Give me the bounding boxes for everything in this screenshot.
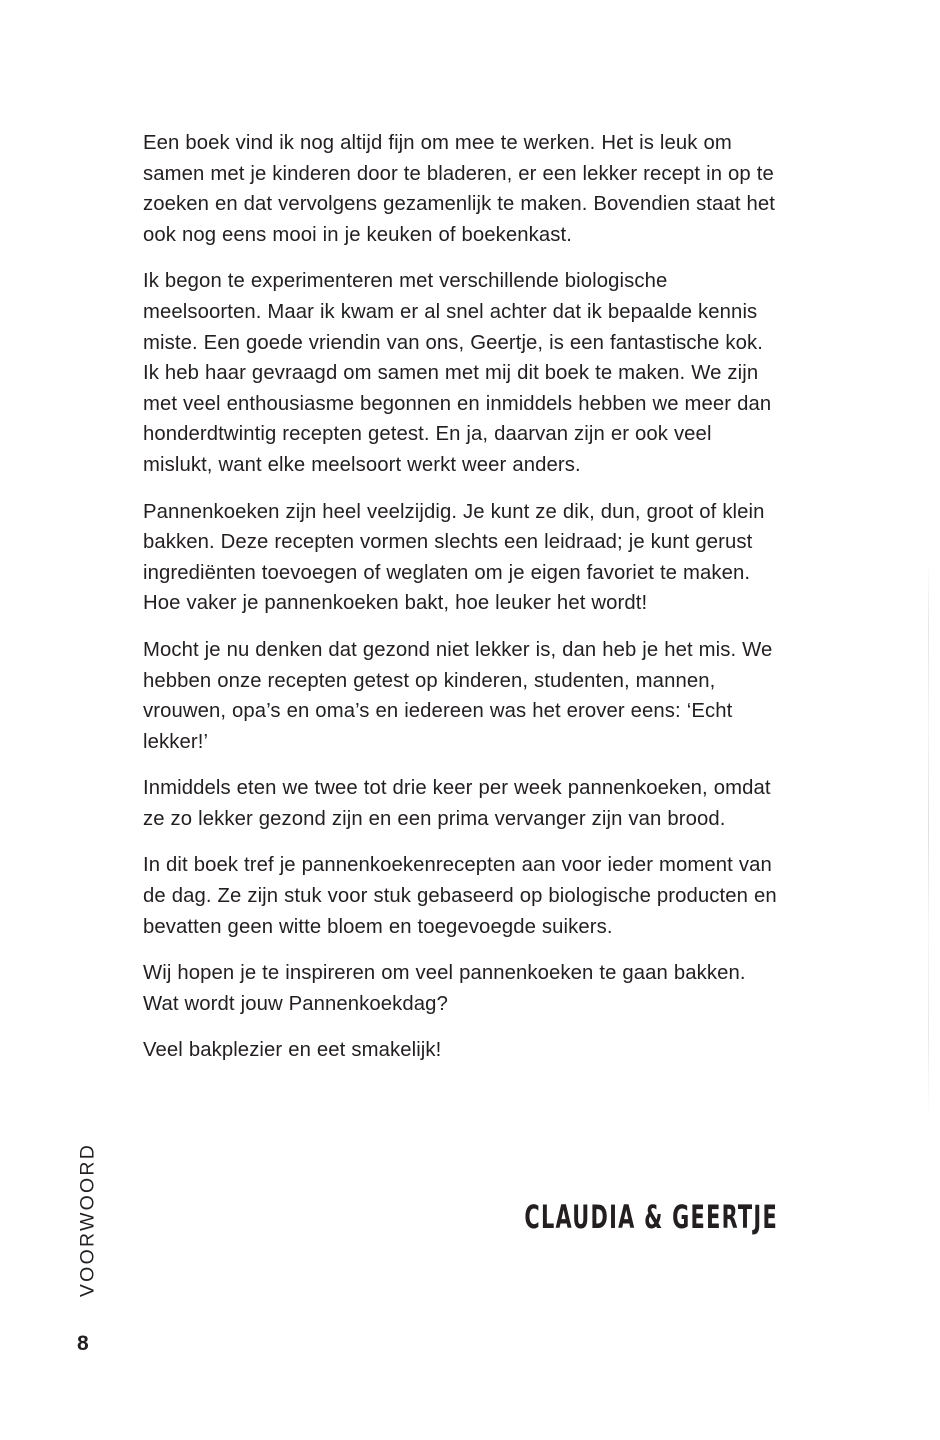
paragraph: Mocht je nu denken dat gezond niet lekker is, dan heb je het mis. We hebben onze recepten getest op kinderen, studenten, mannen, vrouwen, opa’s en oma’s en iedereen was het erover eens: ‘Echt lekker!’	[143, 638, 773, 753]
foreword-body	[143, 128, 781, 1066]
author-signature: CLAUDIA & GEERTJE	[524, 1198, 778, 1236]
paragraph: Ik begon te experimenteren met verschillende biologische meelsoorten. Maar ik kwam er al snel achter dat ik bepaalde kennis miste. Een goede vriendin van ons, Geertje, is een fantastische kok. Ik heb haar gevraagd om samen met mij dit boek te maken. We zijn met veel enthousiasme begonnen en inmiddels hebben we meer dan honderdtwintig recepten getest. En ja, daarvan zijn er ook veel mislukt, want elke meelsoort werkt weer anders.	[143, 270, 772, 476]
paragraph: Wij hopen je te inspireren om veel pannenkoeken te gaan bakken. Wat wordt jouw Pannenkoekdag?	[143, 962, 746, 1015]
paragraph: Veel bakplezier en eet smakelijk!	[143, 1039, 442, 1062]
paragraph: Pannenkoeken zijn heel veelzijdig. Je kunt ze dik, dun, groot of klein bakken. Deze recepten vormen slechts een leidraad; je kunt gerust ingrediënten toevoegen of weglaten om je eigen favoriet te maken. Hoe vaker je pannenkoeken bakt, hoe leuker het wordt!	[143, 500, 765, 615]
page-number: 8	[77, 1332, 89, 1355]
paragraph: Een boek vind ik nog altijd fijn om mee te werken. Het is leuk om samen met je kinderen door te bladeren, er een lekker recept in op te zoeken en dat vervolgens gezamenlijk te maken. Bovendien staat het ook nog eens mooi in je keuken of boekenkast.	[143, 132, 775, 246]
paragraph: Inmiddels eten we twee tot drie keer per week pannenkoeken, omdat ze zo lekker gezond zijn en een prima vervanger zijn van brood.	[143, 777, 771, 830]
section-label-vertical: VOORWOORD	[76, 1142, 99, 1298]
page-edge-artifact	[928, 560, 929, 1120]
paragraph: In dit boek tref je pannenkoekenrecepten aan voor ieder moment van de dag. Ze zijn stuk voor stuk gebaseerd op biologische producten en bevatten geen witte bloem en toegevoegde suikers.	[143, 854, 777, 938]
